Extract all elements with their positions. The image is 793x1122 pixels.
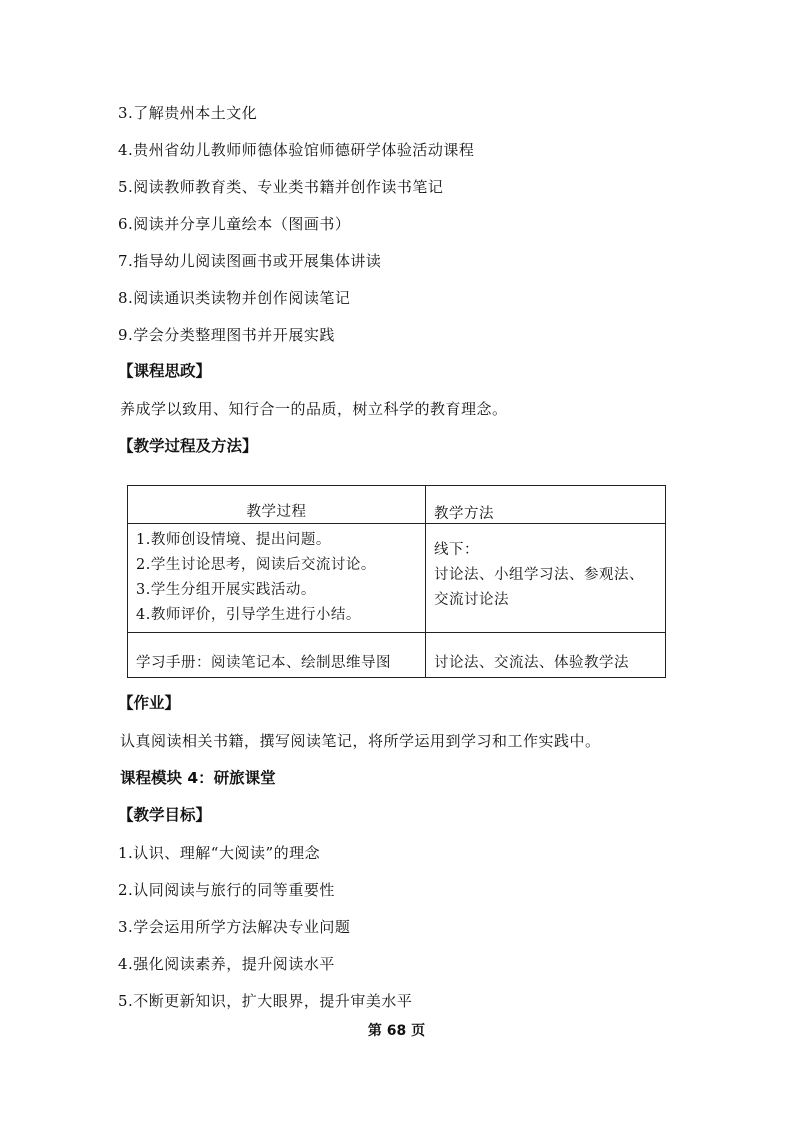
table-header-method <box>426 486 666 524</box>
method-line: 交流讨论法 <box>434 592 509 608</box>
list-item: 3.学会运用所学方法解决专业问题 <box>118 918 351 936</box>
table-cell-text: 学习手册：阅读笔记本、绘制思维导图 <box>136 655 391 671</box>
process-table <box>127 485 666 678</box>
list-item: 4.贵州省幼儿教师师德体验馆师德研学体验活动课程 <box>118 141 475 159</box>
table-header-label: 教学方法 <box>434 506 494 522</box>
method-line: 线下： <box>434 542 479 558</box>
table-header-process <box>128 486 426 524</box>
step-item: 3.学生分组开展实践活动。 <box>136 582 316 598</box>
list-item: 2.认同阅读与旅行的同等重要性 <box>118 881 335 899</box>
section-heading-objectives: 【教学目标】 <box>118 806 212 824</box>
list-item: 9.学会分类整理图书并开展实践 <box>118 326 335 344</box>
list-item: 5.不断更新知识，扩大眼界，提升审美水平 <box>118 992 413 1010</box>
ideology-text: 养成学以致用、知行合一的品质，树立科学的教育理念。 <box>120 400 508 418</box>
table-cell-methods <box>426 524 666 633</box>
section-heading-ideology: 【课程思政】 <box>118 362 212 380</box>
module-title: 课程模块 4：研旅课堂 <box>120 769 276 787</box>
step-item: 1.教师创设情境、提出问题。 <box>136 532 331 548</box>
table-row <box>128 633 666 678</box>
step-item: 2.学生讨论思考，阅读后交流讨论。 <box>136 557 376 573</box>
list-item: 4.强化阅读素养，提升阅读水平 <box>118 955 335 973</box>
step-item: 4.教师评价，引导学生进行小结。 <box>136 607 361 623</box>
section-heading-homework: 【作业】 <box>118 694 181 712</box>
table-cell-steps <box>128 524 426 633</box>
page-number: 第 68 页 <box>367 1023 426 1039</box>
list-item: 3.了解贵州本土文化 <box>118 104 258 122</box>
method-line: 讨论法、小组学习法、参观法、 <box>434 567 644 583</box>
list-item: 8.阅读通识类读物并创作阅读笔记 <box>118 289 351 307</box>
table-row <box>128 486 666 524</box>
list-item: 5.阅读教师教育类、专业类书籍并创作读书笔记 <box>118 178 444 196</box>
table-cell-method-summary <box>426 633 666 678</box>
table-row <box>128 524 666 633</box>
list-item: 6.阅读并分享儿童绘本（图画书） <box>118 215 351 233</box>
homework-text: 认真阅读相关书籍，撰写阅读笔记，将所学运用到学习和工作实践中。 <box>120 732 601 750</box>
table-header-label: 教学过程 <box>246 504 307 520</box>
table-cell-text: 讨论法、交流法、体验教学法 <box>434 655 629 671</box>
list-item: 7.指导幼儿阅读图画书或开展集体讲读 <box>118 252 382 270</box>
list-item: 1.认识、理解“大阅读”的理念 <box>118 844 321 862</box>
table-cell-handbook <box>128 633 426 678</box>
section-heading-process: 【教学过程及方法】 <box>118 437 258 455</box>
